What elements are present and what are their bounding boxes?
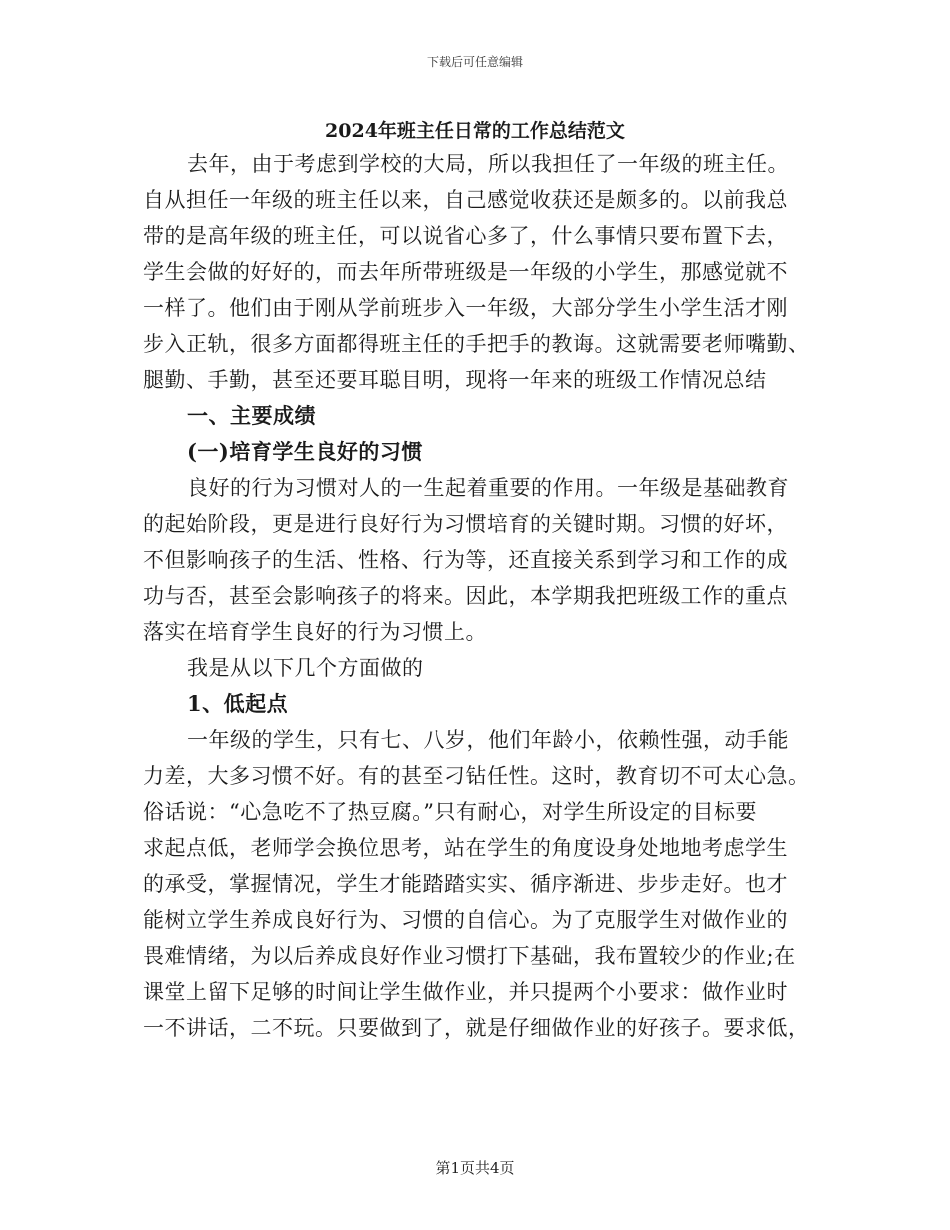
body-line: 课堂上留下足够的时间让学生做作业，并只提两个小要求：做作业时 [143,980,788,1004]
body-line: 步入正轨，很多方面都得班主任的手把手的教诲。这就需要老师嘴勤、 [143,332,810,356]
body-line: 俗话说：“心急吃不了热豆腐。”只有耐心，对学生所设定的目标要 [143,800,757,824]
body-line: 良好的行为习惯对人的一生起着重要的作用。一年级是基础教育 [187,476,789,500]
body-line: 学生会做的好好的，而去年所带班级是一年级的小学生，那感觉就不 [143,260,788,284]
header-note: 下载后可任意编辑 [426,55,523,69]
body-line: 的起始阶段，更是进行良好行为习惯培育的关键时期。习惯的好坏， [143,512,788,536]
body-line: 落实在培育学生良好的行为习惯上。 [143,620,487,644]
body-line: 带的是高年级的班主任，可以说省心多了，什么事情只要布置下去， [143,224,788,248]
body-line: 一不讲话，二不玩。只要做到了，就是仔细做作业的好孩子。要求低， [143,1016,810,1040]
body-line: 求起点低，老师学会换位思考，站在学生的角度设身处地地考虑学生 [143,836,788,860]
document-title: 2024年班主任日常的工作总结范文 [325,120,625,142]
body-line: 腿勤、手勤，甚至还要耳聪目明，现将一年来的班级工作情况总结 [143,368,767,392]
body-line: 自从担任一年级的班主任以来，自己感觉收获还是颇多的。以前我总 [143,188,788,212]
subsection-heading: (一)培育学生良好的习惯 [187,439,423,464]
body-line: 去年，由于考虑到学校的大局，所以我担任了一年级的班主任。 [187,152,789,176]
body-line: 能树立学生养成良好行为、习惯的自信心。为了克服学生对做作业的 [143,908,788,932]
point-heading: 1、低起点 [187,691,289,716]
body-line: 我是从以下几个方面做的 [187,656,424,680]
body-line: 力差，大多习惯不好。有的甚至刁钻任性。这时，教育切不可太心急。 [143,764,810,788]
body-line: 一年级的学生，只有七、八岁，他们年龄小，依赖性强，动手能 [187,728,789,752]
body-line: 的承受，掌握情况，学生才能踏踏实实、循序渐进、步步走好。也才 [143,872,788,896]
page-number: 第1页共4页 [435,1159,515,1177]
body-line: 一样了。他们由于刚从学前班步入一年级，大部分学生小学生活才刚 [143,296,788,320]
document-body [143,146,808,1046]
body-line: 不但影响孩子的生活、性格、行为等，还直接关系到学习和工作的成 [143,548,788,572]
body-line: 功与否，甚至会影响孩子的将来。因此，本学期我把班级工作的重点 [143,584,788,608]
body-line: 畏难情绪，为以后养成良好作业习惯打下基础，我布置较少的作业;在 [143,944,796,968]
section-heading: 一、主要成绩 [187,403,316,428]
